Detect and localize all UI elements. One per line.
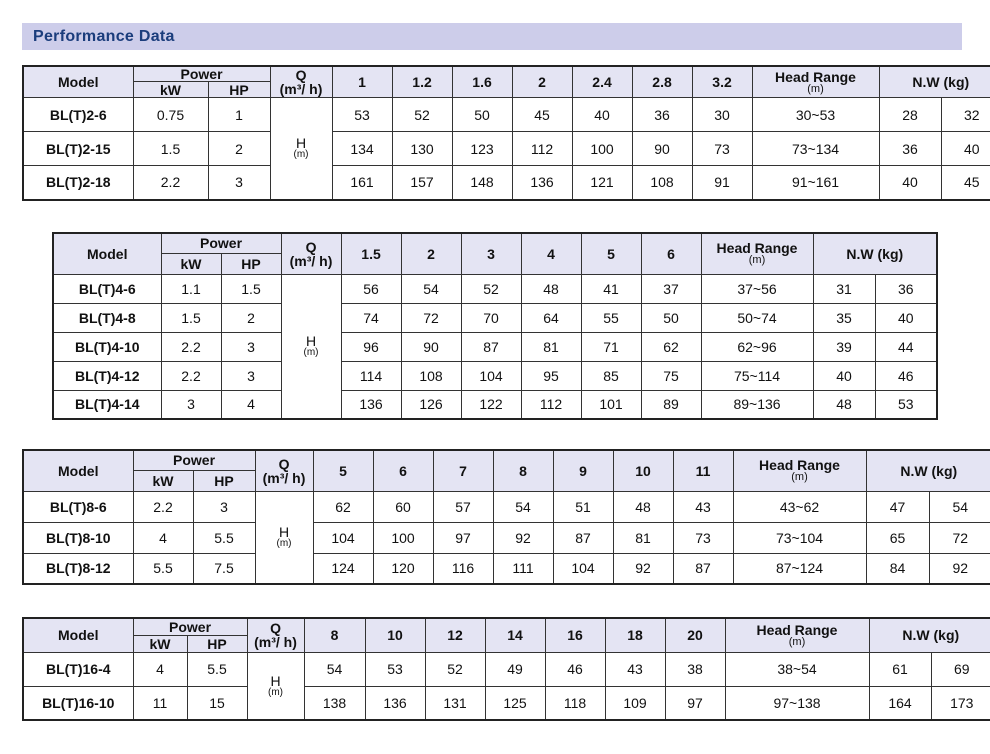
model-cell: BL(T)16-10	[23, 686, 133, 720]
flow-value-header: 2	[401, 233, 461, 274]
head-value-cell: 62	[313, 491, 373, 522]
model-cell: BL(T)8-12	[23, 553, 133, 584]
head-label: H	[270, 672, 281, 689]
kw-cell: 3	[161, 390, 221, 419]
head-value-cell: 89	[641, 390, 701, 419]
head-range-unit: (m)	[807, 82, 824, 95]
net-weight-cell: 40	[813, 361, 875, 390]
net-weight-cell: 61	[869, 652, 931, 686]
net-weight-cell: 40	[879, 166, 941, 200]
table-row	[53, 274, 937, 303]
head-range-unit: (m)	[748, 254, 766, 267]
head-range-cell: 30~53	[752, 98, 879, 132]
head-value-cell: 87	[461, 332, 521, 361]
head-value-cell: 87	[673, 553, 733, 584]
hp-cell: 3	[221, 361, 281, 390]
head-value-cell: 122	[461, 390, 521, 419]
net-weight-header: N.W (kg)	[879, 66, 990, 98]
head-value-cell: 134	[332, 132, 392, 166]
kw-header: kW	[161, 253, 221, 274]
head-value-cell: 161	[332, 166, 392, 200]
net-weight-cell: 48	[813, 390, 875, 419]
kw-cell: 1.5	[161, 303, 221, 332]
flow-value-header: 10	[365, 618, 425, 652]
flow-value-header: 1	[332, 66, 392, 98]
net-weight-header: N.W (kg)	[866, 450, 990, 491]
head-range-header	[752, 66, 879, 98]
model-cell: BL(T)4-12	[53, 361, 161, 390]
kw-cell: 4	[133, 652, 187, 686]
section-title-banner	[22, 23, 962, 50]
head-value-cell: 81	[613, 522, 673, 553]
flow-rate-unit: (m³/ h)	[279, 81, 323, 97]
head-value-cell: 41	[581, 274, 641, 303]
net-weight-cell: 44	[875, 332, 937, 361]
head-value-cell: 157	[392, 166, 452, 200]
head-value-cell: 138	[304, 686, 365, 720]
hp-cell: 1.5	[221, 274, 281, 303]
head-unit: (m)	[268, 686, 284, 698]
head-label-cell	[255, 491, 313, 584]
table-row	[53, 332, 937, 361]
flow-value-header: 9	[553, 450, 613, 491]
head-value-cell: 91	[692, 166, 752, 200]
head-value-cell: 64	[521, 303, 581, 332]
kw-cell: 0.75	[133, 98, 208, 132]
kw-cell: 2.2	[133, 491, 193, 522]
head-range-header	[701, 233, 813, 274]
hp-header: HP	[193, 470, 255, 491]
head-value-cell: 56	[341, 274, 401, 303]
hp-cell: 3	[208, 166, 270, 200]
header-row	[23, 66, 990, 82]
head-value-cell: 48	[521, 274, 581, 303]
head-value-cell: 54	[304, 652, 365, 686]
flow-value-header: 5	[581, 233, 641, 274]
head-label-cell	[270, 98, 332, 200]
flow-value-header: 8	[493, 450, 553, 491]
flow-value-header: 3.2	[692, 66, 752, 98]
net-weight-cell: 28	[879, 98, 941, 132]
head-value-cell: 104	[553, 553, 613, 584]
head-range-label: Head Range	[716, 240, 798, 257]
head-value-cell: 81	[521, 332, 581, 361]
flow-rate-unit: (m³/ h)	[254, 634, 297, 651]
kw-header: kW	[133, 82, 208, 98]
performance-table	[52, 232, 938, 420]
head-value-cell: 49	[485, 652, 545, 686]
net-weight-cell: 36	[879, 132, 941, 166]
power-header: Power	[133, 618, 247, 635]
head-range-cell: 73~104	[733, 522, 866, 553]
net-weight-cell: 40	[875, 303, 937, 332]
head-range-label: Head Range	[775, 68, 856, 85]
flow-rate-header	[255, 450, 313, 491]
table-row	[23, 132, 990, 166]
head-value-cell: 112	[512, 132, 572, 166]
head-value-cell: 72	[401, 303, 461, 332]
table-row	[23, 166, 990, 200]
table-row	[53, 303, 937, 332]
net-weight-cell: 45	[941, 166, 990, 200]
flow-value-header: 11	[673, 450, 733, 491]
head-range-cell: 97~138	[725, 686, 869, 720]
head-value-cell: 70	[461, 303, 521, 332]
flow-value-header: 1.6	[452, 66, 512, 98]
head-value-cell: 97	[665, 686, 725, 720]
head-value-cell: 92	[493, 522, 553, 553]
head-value-cell: 116	[433, 553, 493, 584]
head-value-cell: 51	[553, 491, 613, 522]
head-value-cell: 53	[365, 652, 425, 686]
head-value-cell: 111	[493, 553, 553, 584]
model-cell: BL(T)16-4	[23, 652, 133, 686]
flow-value-header: 3	[461, 233, 521, 274]
flow-value-header: 7	[433, 450, 493, 491]
kw-cell: 4	[133, 522, 193, 553]
model-cell: BL(T)2-6	[23, 98, 133, 132]
header-row	[23, 618, 990, 635]
head-value-cell: 57	[433, 491, 493, 522]
flow-rate-unit: (m³/ h)	[289, 252, 333, 269]
head-value-cell: 52	[392, 98, 452, 132]
flow-value-header: 18	[605, 618, 665, 652]
head-range-cell: 50~74	[701, 303, 813, 332]
hp-cell: 3	[193, 491, 255, 522]
flow-rate-label: Q	[305, 238, 317, 255]
head-value-cell: 85	[581, 361, 641, 390]
net-weight-cell: 32	[941, 98, 990, 132]
kw-cell: 11	[133, 686, 187, 720]
head-range-cell: 38~54	[725, 652, 869, 686]
table-row	[23, 553, 990, 584]
flow-value-header: 1.2	[392, 66, 452, 98]
net-weight-cell: 92	[929, 553, 990, 584]
head-value-cell: 73	[673, 522, 733, 553]
head-value-cell: 136	[365, 686, 425, 720]
head-range-cell: 91~161	[752, 166, 879, 200]
kw-cell: 2.2	[133, 166, 208, 200]
model-cell: BL(T)4-10	[53, 332, 161, 361]
table-row	[53, 390, 937, 419]
head-value-cell: 90	[632, 132, 692, 166]
hp-cell: 15	[187, 686, 247, 720]
head-value-cell: 75	[641, 361, 701, 390]
net-weight-cell: 40	[941, 132, 990, 166]
performance-table	[22, 65, 990, 201]
flow-rate-header	[247, 618, 304, 652]
head-value-cell: 100	[572, 132, 632, 166]
head-value-cell: 101	[581, 390, 641, 419]
head-range-unit: (m)	[788, 635, 806, 648]
hp-cell: 2	[208, 132, 270, 166]
head-value-cell: 40	[572, 98, 632, 132]
head-range-label: Head Range	[759, 457, 840, 474]
head-value-cell: 121	[572, 166, 632, 200]
head-value-cell: 126	[401, 390, 461, 419]
head-label: H	[278, 524, 290, 541]
head-range-cell: 75~114	[701, 361, 813, 390]
head-value-cell: 100	[373, 522, 433, 553]
head-value-cell: 54	[401, 274, 461, 303]
head-label-cell	[247, 652, 304, 720]
head-value-cell: 136	[341, 390, 401, 419]
head-value-cell: 136	[512, 166, 572, 200]
head-range-cell: 62~96	[701, 332, 813, 361]
head-value-cell: 112	[521, 390, 581, 419]
head-value-cell: 50	[641, 303, 701, 332]
head-value-cell: 123	[452, 132, 512, 166]
head-range-cell: 37~56	[701, 274, 813, 303]
flow-value-header: 10	[613, 450, 673, 491]
head-value-cell: 43	[605, 652, 665, 686]
header-row	[53, 233, 937, 253]
header-row	[23, 450, 990, 470]
head-value-cell: 52	[461, 274, 521, 303]
hp-cell: 2	[221, 303, 281, 332]
head-value-cell: 114	[341, 361, 401, 390]
head-value-cell: 71	[581, 332, 641, 361]
net-weight-cell: 72	[929, 522, 990, 553]
model-header: Model	[53, 233, 161, 274]
table-row	[23, 522, 990, 553]
head-value-cell: 36	[632, 98, 692, 132]
model-cell: BL(T)8-10	[23, 522, 133, 553]
flow-value-header: 2	[512, 66, 572, 98]
flow-value-header: 2.4	[572, 66, 632, 98]
hp-cell: 4	[221, 390, 281, 419]
head-value-cell: 87	[553, 522, 613, 553]
kw-header: kW	[133, 635, 187, 652]
net-weight-cell: 36	[875, 274, 937, 303]
head-value-cell: 50	[452, 98, 512, 132]
flow-rate-label: Q	[270, 620, 281, 637]
head-range-cell: 73~134	[752, 132, 879, 166]
net-weight-cell: 69	[931, 652, 990, 686]
head-value-cell: 120	[373, 553, 433, 584]
model-header: Model	[23, 66, 133, 98]
net-weight-cell: 31	[813, 274, 875, 303]
head-value-cell: 90	[401, 332, 461, 361]
flow-value-header: 20	[665, 618, 725, 652]
head-value-cell: 53	[332, 98, 392, 132]
head-value-cell: 96	[341, 332, 401, 361]
kw-cell: 2.2	[161, 361, 221, 390]
head-value-cell: 118	[545, 686, 605, 720]
flow-value-header: 2.8	[632, 66, 692, 98]
flow-rate-label: Q	[278, 455, 290, 472]
section-title: Performance Data	[33, 28, 175, 45]
hp-cell: 5.5	[193, 522, 255, 553]
net-weight-cell: 39	[813, 332, 875, 361]
kw-cell: 1.1	[161, 274, 221, 303]
head-unit: (m)	[303, 347, 319, 359]
head-value-cell: 43	[673, 491, 733, 522]
head-value-cell: 92	[613, 553, 673, 584]
head-range-cell: 43~62	[733, 491, 866, 522]
model-cell: BL(T)8-6	[23, 491, 133, 522]
hp-header: HP	[208, 82, 270, 98]
model-cell: BL(T)4-8	[53, 303, 161, 332]
head-value-cell: 104	[461, 361, 521, 390]
head-value-cell: 108	[632, 166, 692, 200]
table-row	[53, 361, 937, 390]
head-value-cell: 60	[373, 491, 433, 522]
hp-header: HP	[221, 253, 281, 274]
model-cell: BL(T)2-18	[23, 166, 133, 200]
flow-rate-header	[270, 66, 332, 98]
head-value-cell: 131	[425, 686, 485, 720]
model-header: Model	[23, 618, 133, 652]
model-cell: BL(T)4-14	[53, 390, 161, 419]
head-value-cell: 38	[665, 652, 725, 686]
hp-header: HP	[187, 635, 247, 652]
net-weight-header: N.W (kg)	[869, 618, 990, 652]
head-range-header	[733, 450, 866, 491]
net-weight-cell: 54	[929, 491, 990, 522]
head-value-cell: 124	[313, 553, 373, 584]
flow-value-header: 14	[485, 618, 545, 652]
flow-value-header: 6	[641, 233, 701, 274]
flow-rate-label: Q	[295, 67, 307, 83]
net-weight-cell: 35	[813, 303, 875, 332]
flow-value-header: 8	[304, 618, 365, 652]
head-value-cell: 95	[521, 361, 581, 390]
head-label-cell	[281, 274, 341, 419]
table-row	[23, 491, 990, 522]
head-value-cell: 46	[545, 652, 605, 686]
head-value-cell: 62	[641, 332, 701, 361]
flow-value-header: 6	[373, 450, 433, 491]
head-value-cell: 125	[485, 686, 545, 720]
head-value-cell: 148	[452, 166, 512, 200]
flow-rate-unit: (m³/ h)	[262, 469, 306, 486]
table-row	[23, 686, 990, 720]
head-range-label: Head Range	[756, 621, 838, 638]
model-cell: BL(T)4-6	[53, 274, 161, 303]
head-range-cell: 87~124	[733, 553, 866, 584]
performance-table	[22, 617, 990, 721]
flow-value-header: 16	[545, 618, 605, 652]
hp-cell: 1	[208, 98, 270, 132]
flow-rate-header	[281, 233, 341, 274]
head-value-cell: 52	[425, 652, 485, 686]
hp-cell: 7.5	[193, 553, 255, 584]
head-value-cell: 108	[401, 361, 461, 390]
flow-value-header: 5	[313, 450, 373, 491]
head-range-cell: 89~136	[701, 390, 813, 419]
net-weight-cell: 84	[866, 553, 929, 584]
net-weight-cell: 53	[875, 390, 937, 419]
kw-cell: 5.5	[133, 553, 193, 584]
model-header: Model	[23, 450, 133, 491]
head-value-cell: 55	[581, 303, 641, 332]
head-value-cell: 73	[692, 132, 752, 166]
table-row	[23, 652, 990, 686]
head-label: H	[305, 333, 317, 350]
table-row	[23, 98, 990, 132]
hp-cell: 3	[221, 332, 281, 361]
hp-cell: 5.5	[187, 652, 247, 686]
kw-cell: 1.5	[133, 132, 208, 166]
power-header: Power	[161, 233, 281, 253]
net-weight-cell: 173	[931, 686, 990, 720]
net-weight-header: N.W (kg)	[813, 233, 937, 274]
flow-value-header: 4	[521, 233, 581, 274]
head-value-cell: 30	[692, 98, 752, 132]
kw-header: kW	[133, 470, 193, 491]
flow-value-header: 1.5	[341, 233, 401, 274]
head-value-cell: 130	[392, 132, 452, 166]
power-header: Power	[133, 66, 270, 82]
kw-cell: 2.2	[161, 332, 221, 361]
head-range-header	[725, 618, 869, 652]
net-weight-cell: 164	[869, 686, 931, 720]
head-range-unit: (m)	[791, 471, 808, 484]
net-weight-cell: 65	[866, 522, 929, 553]
performance-table	[22, 449, 990, 585]
head-value-cell: 48	[613, 491, 673, 522]
head-unit: (m)	[293, 149, 309, 161]
head-label: H	[295, 135, 307, 152]
flow-value-header: 12	[425, 618, 485, 652]
head-value-cell: 74	[341, 303, 401, 332]
net-weight-cell: 47	[866, 491, 929, 522]
head-value-cell: 54	[493, 491, 553, 522]
head-value-cell: 109	[605, 686, 665, 720]
power-header: Power	[133, 450, 255, 470]
head-value-cell: 45	[512, 98, 572, 132]
head-value-cell: 37	[641, 274, 701, 303]
head-value-cell: 97	[433, 522, 493, 553]
net-weight-cell: 46	[875, 361, 937, 390]
head-unit: (m)	[276, 538, 292, 550]
model-cell: BL(T)2-15	[23, 132, 133, 166]
head-value-cell: 104	[313, 522, 373, 553]
